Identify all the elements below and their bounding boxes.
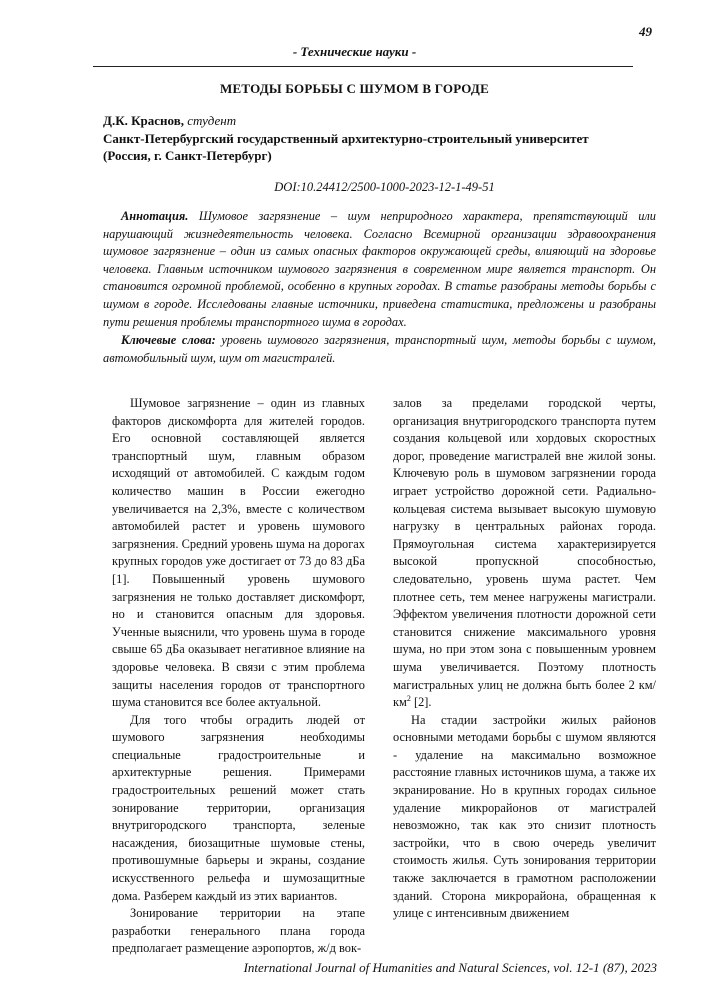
body-paragraph: Для того чтобы оградить людей от шумового загрязнения необходимы специальные градостроительные и архитектурные решения. Примерами градостроительных решений может стать зонирование территории, организация внутригородского транспорта, зеленые насаждения, биозащитные шумовые стены, противошумные барьеры и экраны, создание искусственного рельефа и шумозащитные дома. Разберем каждый из этих вариантов. [112, 712, 365, 903]
superscript: 2 [406, 693, 411, 703]
section-header: - Технические науки - [292, 44, 417, 59]
body-paragraph: Зонирование территории на этапе разработки генерального плана города предполагает размещение аэропортов, ж/д вок- [112, 906, 365, 956]
body-paragraph: На стадии застройки жилых районов основными методами борьбы с шумом являются - удаление на максимально возможное расстояние главных источников шума, а также их экранирование. Но в крупных городах сильное удаление микрорайонов от магистралей невозможно, так как это снизит плотность застройки, что в свою очередь увеличит стоимость жилья. Суть зонирования территории также заключается в грамотном расположении зданий. Сторона микрорайона, обращенная к улице с интенсивным движением [393, 712, 656, 921]
author-line [103, 113, 236, 129]
keywords-label: Ключевые слова: [121, 333, 216, 348]
citation: [2]. [410, 695, 432, 710]
journal-footer: International Journal of Humanities and Natural Sciences, vol. 12-1 (87), 2023 [243, 960, 657, 975]
abstract-text: Шумовое загрязнение – шум неприродного характера, препятствующий или нарушающий жизнедеятельность человека. Согласно Всемирной организации здравоохранения шумовое загрязнение – один из самых опасных факторов окружающей среды, влияющий на здоровье человека. Главным источником шумового загрязнения в современном мире является транспорт. Он становится огромной проблемой, особенно в крупных городах. В статье разобраны методы борьбы с шумом в городе. Исследованы главные источники, приведена статистика, предложены и разобраны пути решения проблемы транспортного шума в городах. [103, 209, 656, 329]
abstract-block [103, 208, 656, 367]
article-title: МЕТОДЫ БОРЬБЫ С ШУМОМ В ГОРОДЕ [220, 81, 489, 96]
body-text: залов за пределами городской черты, организация внутригородского транспорта путем создания кольцевой или хордовых скоростных дорог, проведение магистралей вне жилой зоны. Ключевую роль в шумовом загрязнении города играет устройство дорожной сети. Радиально-кольцевая система вызывает высокую шумовую нагрузку в центральных районах города. Прямоугольная система характеризируется высокой пропускной способностью, следовательно, уровень шума растет. Чем плотнее сеть, тем менее нагружены магистрали. Эффектом увеличения плотности дорожной сети становится снижение максимального уровня шума, но при этом зона с повышенным уровнем шума увеличивается. Поэтому плотность магистральных улиц не должна быть более 2 км/км [393, 396, 656, 710]
abstract-label: Аннотация. [121, 209, 189, 223]
body-paragraph-continued [393, 395, 656, 712]
abstract [103, 208, 656, 331]
affiliation [103, 130, 663, 164]
keywords-text: уровень шумового загрязнения, транспортный шум, методы борьбы с шумом, автомобильный шум, шум от магистралей. [103, 333, 656, 365]
author-role: студент [187, 113, 237, 128]
page-number: 49 [639, 24, 652, 39]
body-column-left [112, 395, 365, 958]
doi[interactable]: DOI:10.24412/2500-1000-2023-12-1-49-51 [274, 180, 495, 194]
affiliation-line-1: Санкт-Петербургский государственный архитектурно-строительный университет [103, 131, 589, 146]
header-rule [93, 66, 633, 67]
body-column-right [393, 395, 656, 923]
keywords [103, 332, 656, 367]
affiliation-line-2: (Россия, г. Санкт-Петербург) [103, 148, 272, 163]
author-name: Д.К. Краснов, [103, 113, 184, 128]
body-paragraph: Шумовое загрязнение – один из главных факторов дискомфорта для жителей городов. Его основной составляющей является транспортный шум, главным образом исходящий от автомобилей. С каждым годом количество машин в России ежегодно увеличивается на 2,3%, вместе с количеством автомобилей растет и уровень шумового загрязнения. Средний уровень шума на дорогах крупных городов уже достигает от 73 до 83 дБа [1]. Повышенный уровень шумового загрязнения не только доставляет дискомфорт, но и становится опасным для здоровья. Ученные выяснили, что уровень шума в городе свыше 65 дБа оказывает негативное влияние на здоровье человека. В связи с этим проблема защиты населения городов от транспортного шума становится все более актуальной. [112, 396, 365, 710]
